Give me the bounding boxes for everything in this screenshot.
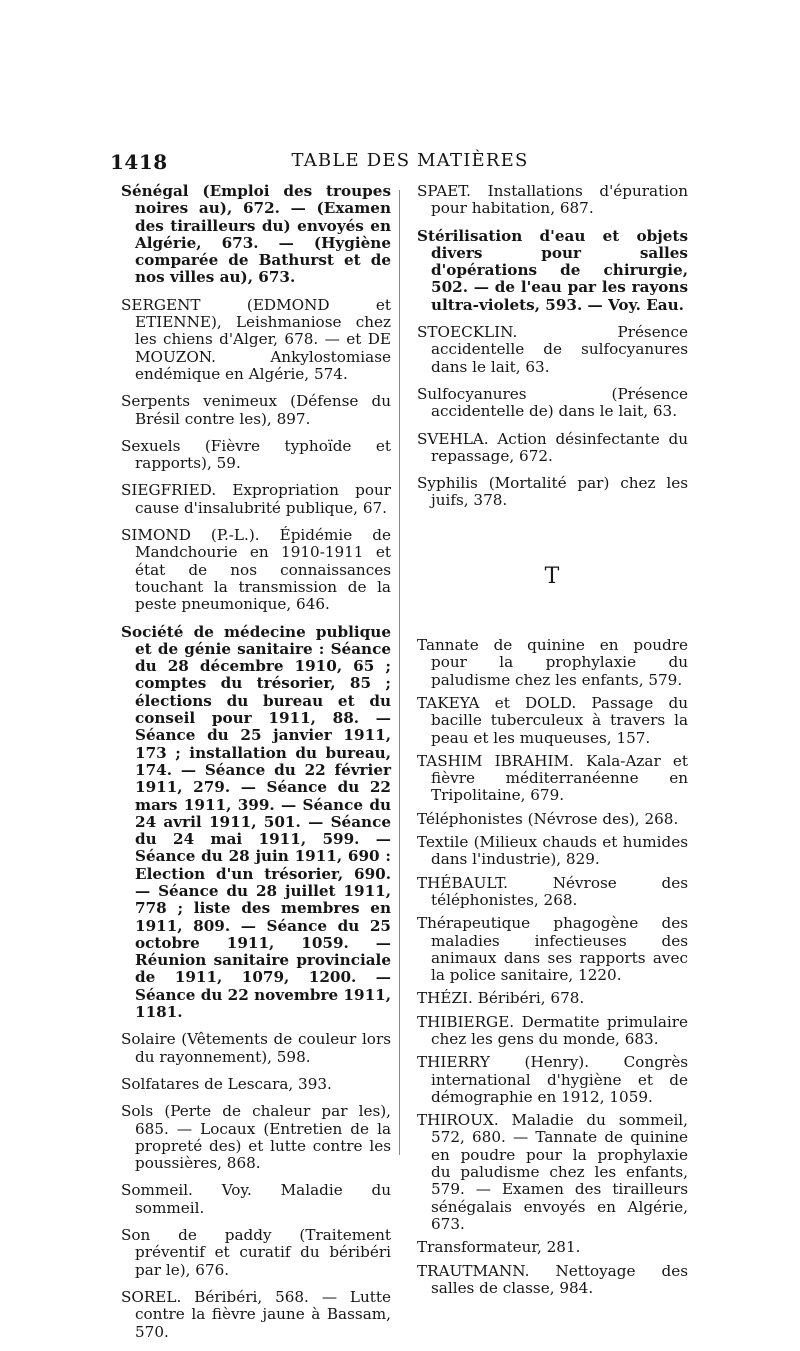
index-entry: Sulfocyanures (Présence accidentelle de) dans le lait, 63. bbox=[417, 384, 688, 421]
index-entry: SIEGFRIED. Expropriation pour cause d'insalubrité publique, 67. bbox=[121, 481, 391, 517]
index-entry: SIMOND (P.-L.). Épidémie de Mandchourie en 1910-1911 et état de nos connaissances touchant la transmission de la peste pneumonique, 646. bbox=[121, 526, 391, 614]
index-entry: THIERRY (Henry). Congrès international d'hygiène et de démographie en 1912, 1059. bbox=[417, 1053, 688, 1106]
index-column-right bbox=[417, 183, 688, 1303]
index-entry: Serpents venimeux (Défense du Brésil contre les), 897. bbox=[121, 392, 391, 428]
index-entry: SERGENT (EDMOND et ETIENNE), Leishmaniose chez les chiens d'Alger, 678. — et DE MOUZON. Ankylostomiase endémique en Algérie, 574. bbox=[121, 295, 391, 383]
index-entry: TAKEYA et DOLD. Passage du bacille tuberculeux à travers la peau et les muqueuses, 157. bbox=[417, 693, 688, 747]
index-entry: TRAUTMANN. Nettoyage des salles de classe, 984. bbox=[417, 1261, 688, 1297]
index-entry: Tannate de quinine en poudre pour la prophylaxie du paludisme chez les enfants, 579. bbox=[417, 636, 688, 689]
index-entry: Stérilisation d'eau et objets divers pour salles d'opérations de chirurgie, 502. — de l'eau par les rayons ultra-violets, 593. — Voy. Eau. bbox=[417, 226, 688, 314]
page-number: 1418 bbox=[110, 150, 168, 174]
index-entry: THÉZI. Béribéri, 678. bbox=[417, 989, 585, 1008]
index-entry: Textile (Milieux chauds et humides dans l'industrie), 829. bbox=[417, 833, 688, 869]
running-title: TABLE DES MATIÈRES bbox=[291, 150, 529, 171]
index-entry: SOREL. Béribéri, 568. — Lutte contre la fièvre jaune à Bassam, 570. bbox=[121, 1287, 391, 1341]
index-entry: STOECKLIN. Présence accidentelle de sulfocyanures dans le lait, 63. bbox=[417, 323, 688, 376]
index-entry: Syphilis (Mortalité par) chez les juifs, 378. bbox=[417, 474, 688, 510]
index-entry: Thérapeutique phagogène des maladies infectieuses des animaux dans ses rapports avec la police sanitaire, 1220. bbox=[417, 914, 688, 985]
index-entry: SPAET. Installations d'épuration pour habitation, 687. bbox=[417, 182, 688, 218]
index-entry: Sexuels (Fièvre typhoïde et rapports), 59. bbox=[121, 436, 391, 473]
index-entry: SVEHLA. Action désinfectante du repassage, 672. bbox=[417, 429, 688, 465]
section-letter: T bbox=[544, 563, 561, 589]
index-entry: THIROUX. Maladie du sommeil, 572, 680. — Tannate de quinine en poudre pour la prophylaxie du paludisme chez les enfants, 579. — Examen des tirailleurs sénégalais envoyés en Algérie, 673. bbox=[417, 1111, 688, 1233]
index-entry: Son de paddy (Traitement préventif et curatif du béribéri par le), 676. bbox=[121, 1226, 391, 1279]
index-entry: Solfatares de Lescara, 393. bbox=[121, 1074, 332, 1093]
index-entry: THIBIERGE. Dermatite primulaire chez les gens du monde, 683. bbox=[417, 1012, 688, 1048]
index-entry: Solaire (Vêtements de couleur lors du rayonnement), 598. bbox=[121, 1030, 391, 1066]
index-entry: Sommeil. Voy. Maladie du sommeil. bbox=[121, 1181, 391, 1217]
index-entry: Transformateur, 281. bbox=[417, 1238, 581, 1257]
index-entry: Sols (Perte de chaleur par les), 685. — Locaux (Entretien de la propreté des) et lutte contre les poussières, 868. bbox=[121, 1102, 391, 1173]
index-entry: THÉBAULT. Névrose des téléphonistes, 268. bbox=[417, 873, 688, 909]
index-entry: Téléphonistes (Névrose des), 268. bbox=[417, 809, 679, 828]
index-entry: Sénégal (Emploi des troupes noires au), 672. — (Examen des tirailleurs du) envoyés en Algérie, 673. — (Hygiène comparée de Bathurst et de nos villes au), 673. bbox=[121, 182, 391, 287]
column-divider bbox=[399, 190, 400, 1155]
index-column-left bbox=[121, 183, 391, 1351]
index-entry: TASHIM IBRAHIM. Kala-Azar et fièvre méditerranéenne en Tripolitaine, 679. bbox=[417, 751, 688, 805]
index-entry: Société de médecine publique et de génie sanitaire : Séance du 28 décembre 1910, 65 ; comptes du trésorier, 85 ; élections du bureau et du conseil pour 1911, 88. — Séance du 25 janvier 1911, 173 ; installation du bureau, 174. — Séance du 22 février 1911, 279. — Séance du 22 mars 1911, 399. — Séance du 24 avril 1911, 501. — Séance du 24 mai 1911, 599. — Séance du 28 juin 1911, 690 : Election d'un trésorier, 690. — Séance du 28 juillet 1911, 778 ; liste des membres en 1911, 809. — Séance du 25 octobre 1911, 1059. — Réunion sanitaire provinciale de 1911, 1079, 1200. — Séance du 22 novembre 1911, 1181. bbox=[121, 622, 391, 1022]
